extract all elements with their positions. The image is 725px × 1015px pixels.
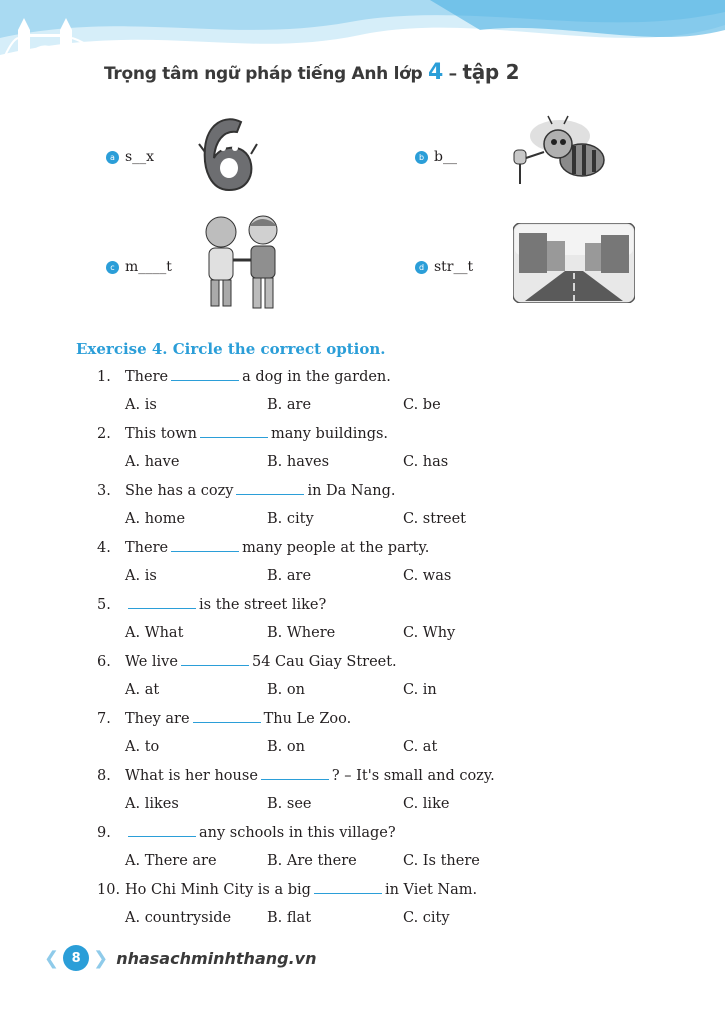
item-bullet: d — [415, 261, 428, 274]
option-c[interactable]: C. in — [403, 682, 437, 698]
page-footer — [44, 945, 316, 971]
children-holding-hands-icon — [195, 210, 291, 314]
option-a[interactable]: A. home — [125, 511, 186, 527]
option-c[interactable]: C. at — [403, 739, 438, 755]
option-a[interactable]: A. have — [125, 454, 180, 470]
question-10: 10. Ho Chi Minh City is a big in Viet Nam. — [97, 882, 478, 898]
question-2: 2. This town many buildings. — [97, 426, 389, 442]
website-link[interactable]: nhasachminhthang.vn — [116, 948, 317, 968]
option-c[interactable]: C. be — [403, 397, 441, 413]
street-icon — [513, 223, 635, 303]
option-b[interactable]: B. Are there — [267, 853, 357, 869]
number-six-icon — [195, 114, 261, 196]
item-word: m____t — [125, 259, 172, 275]
question-8: 8. What is her house ? – It's small and cozy. — [97, 768, 495, 784]
question-9: 9. any schools in this village? — [97, 825, 396, 841]
picture-item-c — [106, 259, 172, 275]
answer-blank[interactable] — [236, 484, 304, 495]
question-3: 3. She has a cozy in Da Nang. — [97, 483, 396, 499]
option-b[interactable]: B. on — [267, 682, 305, 698]
option-a[interactable]: A. likes — [125, 796, 179, 812]
answer-blank[interactable] — [200, 427, 268, 438]
item-bullet: a — [106, 151, 119, 164]
option-a[interactable]: A. to — [125, 739, 160, 755]
item-bullet: c — [106, 261, 119, 274]
option-a[interactable]: A. at — [125, 682, 160, 698]
option-c[interactable]: C. city — [403, 910, 450, 926]
answer-blank[interactable] — [261, 769, 329, 780]
question-5: 5. is the street like? — [97, 597, 327, 613]
answer-blank[interactable] — [171, 541, 239, 552]
option-b[interactable]: B. on — [267, 739, 305, 755]
option-a[interactable]: A. countryside — [125, 910, 232, 926]
option-b[interactable]: B. are — [267, 397, 312, 413]
answer-blank[interactable] — [181, 655, 249, 666]
option-a[interactable]: A. What — [125, 625, 184, 641]
question-7: 7. They are Thu Le Zoo. — [97, 711, 352, 727]
bee-icon — [510, 114, 610, 194]
option-b[interactable]: B. city — [267, 511, 314, 527]
tower-bridge-icon — [4, 14, 104, 70]
item-bullet: b — [415, 151, 428, 164]
option-a[interactable]: A. is — [125, 568, 157, 584]
book-title: Trọng tâm ngữ pháp tiếng Anh lớp 4 – tập 2 — [104, 60, 520, 85]
picture-item-d — [415, 259, 473, 275]
item-word: b__ — [434, 149, 457, 165]
option-a[interactable]: A. There are — [125, 853, 217, 869]
item-word: s__x — [125, 149, 155, 165]
grade-number: 4 — [428, 60, 444, 85]
option-b[interactable]: B. are — [267, 568, 312, 584]
option-c[interactable]: C. was — [403, 568, 452, 584]
option-b[interactable]: B. haves — [267, 454, 330, 470]
question-1: 1. There a dog in the garden. — [97, 369, 391, 385]
picture-item-a — [106, 149, 154, 165]
chevron-left-icon: ❮ — [44, 947, 60, 969]
item-word: str__t — [434, 259, 474, 275]
option-b[interactable]: B. Where — [267, 625, 336, 641]
answer-blank[interactable] — [128, 826, 196, 837]
option-c[interactable]: C. Is there — [403, 853, 480, 869]
exercise-title: Exercise 4. Circle the correct option. — [76, 340, 386, 358]
answer-blank[interactable] — [314, 883, 382, 894]
option-c[interactable]: C. street — [403, 511, 466, 527]
option-c[interactable]: C. Why — [403, 625, 456, 641]
option-a[interactable]: A. is — [125, 397, 157, 413]
option-c[interactable]: C. like — [403, 796, 450, 812]
picture-item-b — [415, 149, 457, 165]
option-b[interactable]: B. flat — [267, 910, 312, 926]
question-4: 4. There many people at the party. — [97, 540, 430, 556]
answer-blank[interactable] — [128, 598, 196, 609]
option-c[interactable]: C. has — [403, 454, 449, 470]
option-b[interactable]: B. see — [267, 796, 312, 812]
answer-blank[interactable] — [171, 370, 239, 381]
chevron-right-icon: ❯ — [93, 947, 109, 969]
question-6: 6. We live 54 Cau Giay Street. — [97, 654, 397, 670]
page-number: 8 — [63, 945, 89, 971]
answer-blank[interactable] — [193, 712, 261, 723]
